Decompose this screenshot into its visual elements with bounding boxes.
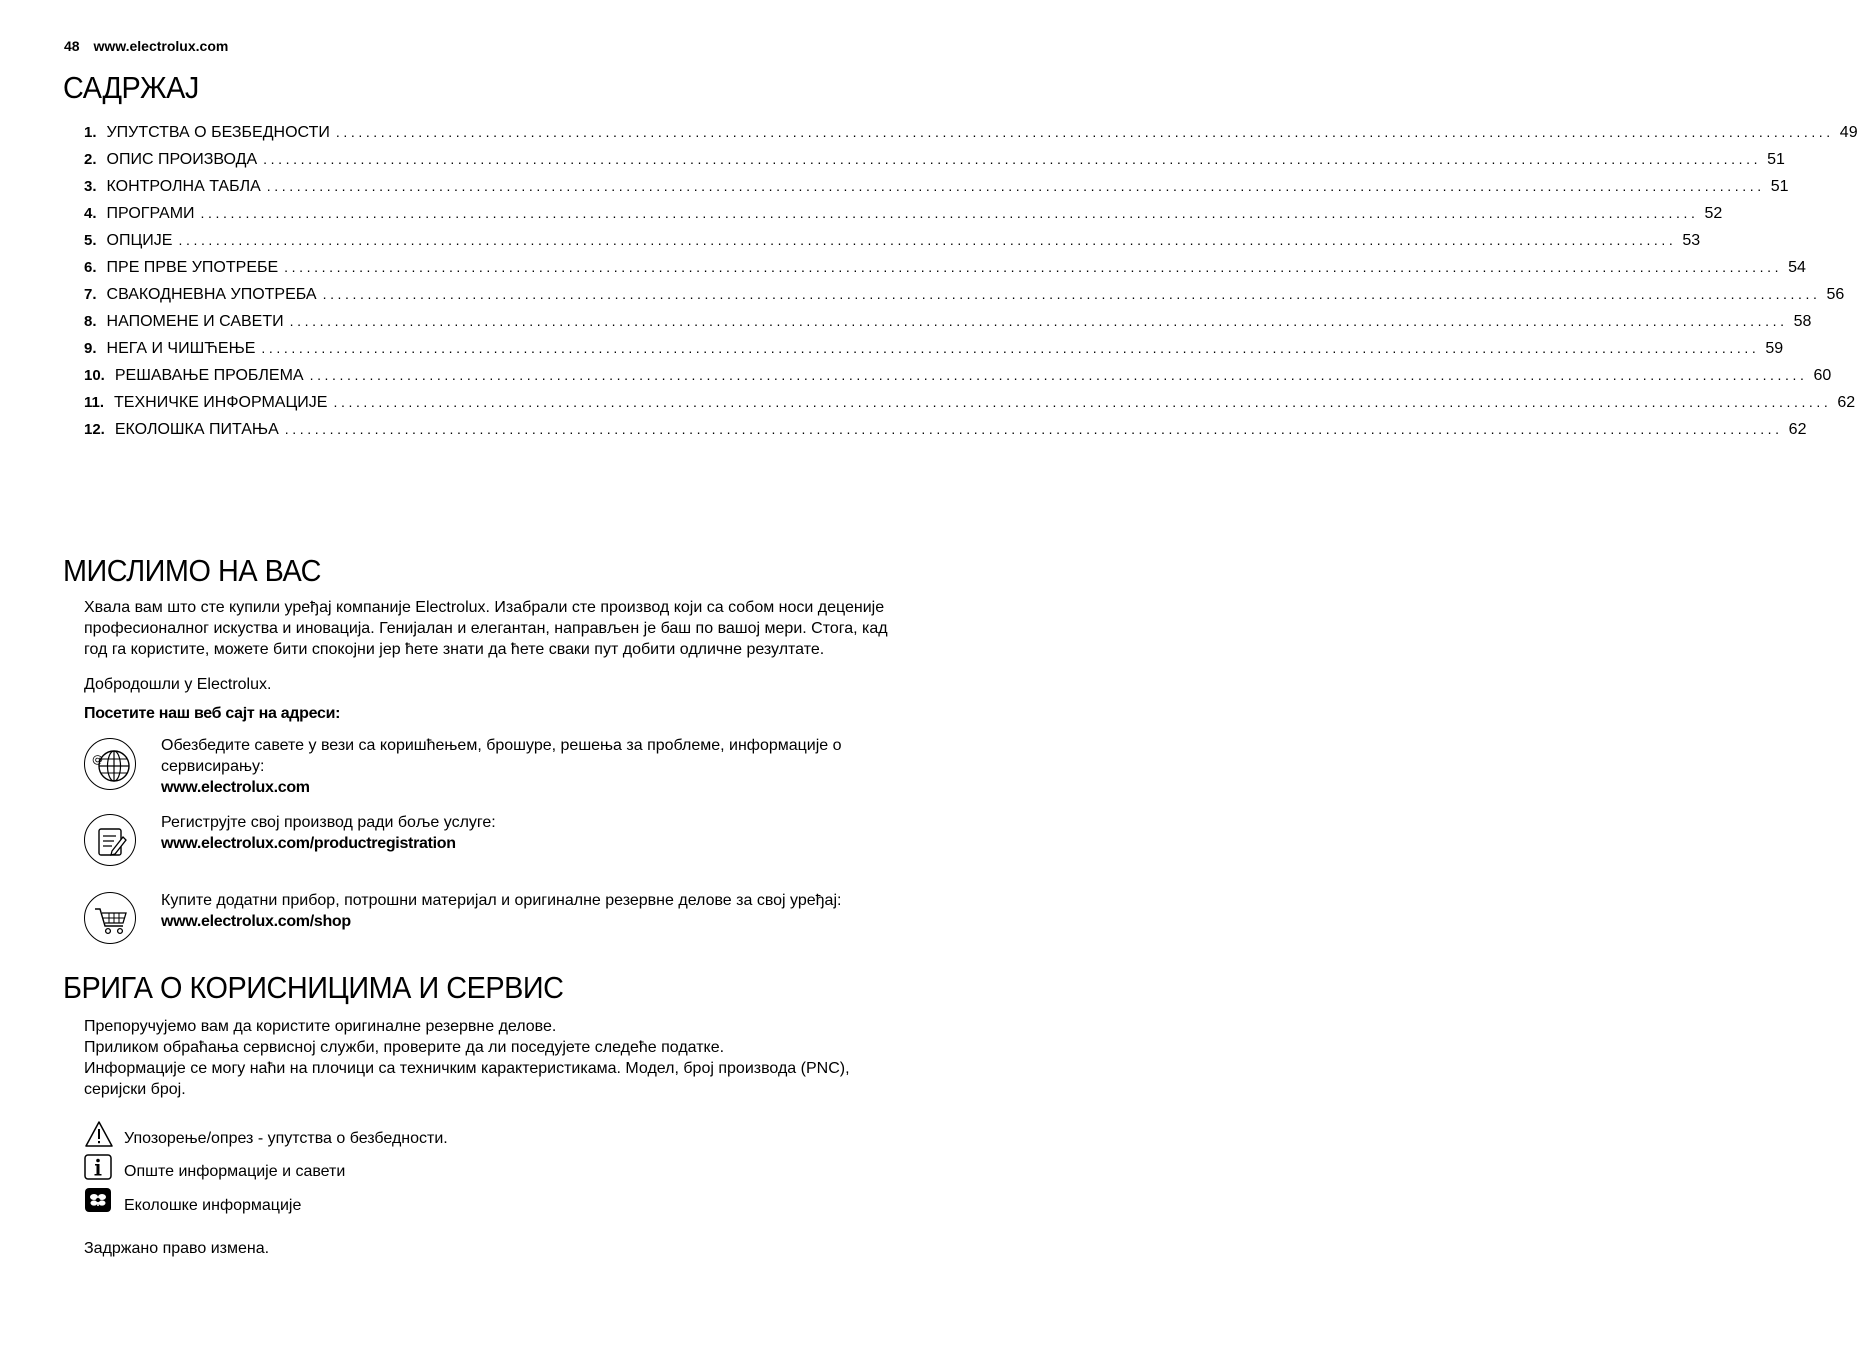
table-of-contents — [84, 124, 1858, 448]
care-line: Приликом обраћања сервисној служби, проверите да ли поседујете следеће податке. — [84, 1039, 725, 1056]
toc-item[interactable] — [84, 367, 1832, 394]
toc-item-title: НЕГА И ЧИШЋЕЊЕ — [106, 340, 256, 357]
eco-icon — [84, 1187, 112, 1213]
toc-item-page: 56 — [1826, 286, 1845, 303]
toc-item-title: РЕШАВАЊЕ ПРОБЛЕМА — [114, 367, 304, 384]
toc-item-number: 4. — [84, 205, 97, 222]
toc-dot-leader: ........................................................................................................................................................................................................ — [263, 151, 1762, 167]
toc-dot-leader: ........................................................................................................................................................................................................ — [178, 232, 1677, 248]
toc-item-page: 60 — [1813, 367, 1832, 384]
page-number: 48 — [64, 38, 80, 54]
toc-item-title: ЕКОЛОШКА ПИТАЊА — [114, 421, 279, 438]
legend-label: Еколошке информације — [124, 1197, 302, 1214]
toc-item[interactable] — [84, 421, 1807, 448]
toc-item[interactable] — [84, 394, 1856, 421]
toc-item-title: ОПЦИЈЕ — [106, 232, 173, 249]
toc-item-number: 3. — [84, 178, 97, 195]
toc-item-page: 62 — [1837, 394, 1856, 411]
toc-dot-leader: ........................................................................................................................................................................................................ — [322, 286, 1821, 302]
toc-item[interactable] — [84, 313, 1812, 340]
visit-item-text: Купите додатни прибор, потрошни материјал и оригиналне резервне делове за свој уређај: — [161, 892, 842, 909]
toc-item[interactable] — [84, 151, 1785, 178]
toc-item[interactable] — [84, 259, 1806, 286]
toc-item-number: 10. — [84, 367, 105, 384]
visit-item-link[interactable]: www.electrolux.com/shop — [161, 913, 351, 930]
toc-item-title: СВАКОДНЕВНА УПОТРЕБА — [106, 286, 317, 303]
toc-item-page: 49 — [1839, 124, 1858, 141]
toc-item-title: ПРЕ ПРВЕ УПОТРЕБЕ — [106, 259, 279, 276]
toc-dot-leader: ........................................................................................................................................................................................................ — [333, 394, 1832, 410]
visit-item-text: Обезбедите савете у вези са коришћењем, брошуре, решења за проблеме, информације о сервисирању: — [161, 737, 842, 775]
toc-dot-leader: ........................................................................................................................................................................................................ — [284, 421, 1783, 437]
registration-icon — [84, 814, 136, 866]
toc-dot-leader: ........................................................................................................................................................................................................ — [309, 367, 1808, 383]
toc-item[interactable] — [84, 286, 1845, 313]
toc-dot-leader: ........................................................................................................................................................................................................ — [289, 313, 1788, 329]
toc-item-page: 52 — [1704, 205, 1723, 222]
warning-icon — [84, 1120, 114, 1148]
toc-item-page: 51 — [1770, 178, 1789, 195]
visit-item-link[interactable]: www.electrolux.com/productregistration — [161, 835, 456, 852]
toc-item-page: 59 — [1765, 340, 1784, 357]
care-heading: БРИГА О КОРИСНИЦИМА И СЕРВИС — [63, 970, 564, 1005]
toc-item[interactable] — [84, 340, 1784, 367]
intro-paragraph: Хвала вам што сте купили уређај компаније Electrolux. Изабрали сте производ који са собом носи деценије професионалног искуства и иновација. Генијалан и елегантан, направљен је баш по вашој мери. Стога, кад год га користите, можете бити спокојни јер ћете знати да ћете сваки пут добити одличне резултате. — [84, 599, 888, 658]
toc-item-number: 1. — [84, 124, 97, 141]
svg-text:@: @ — [92, 753, 103, 766]
toc-item[interactable] — [84, 124, 1858, 151]
toc-item-title: НАПОМЕНЕ И САВЕТИ — [106, 313, 284, 330]
toc-item-number: 8. — [84, 313, 97, 330]
toc-item-number: 7. — [84, 286, 97, 303]
toc-item[interactable] — [84, 205, 1723, 232]
website-link[interactable]: www.electrolux.com — [93, 38, 229, 54]
toc-item-page: 51 — [1767, 151, 1785, 168]
toc-item-page: 54 — [1788, 259, 1806, 276]
toc-dot-leader: ........................................................................................................................................................................................................ — [200, 205, 1699, 221]
toc-dot-leader: ........................................................................................................................................................................................................ — [266, 178, 1765, 194]
toc-item-number: 11. — [84, 394, 105, 411]
footer-note: Задржано право измена. — [84, 1240, 270, 1257]
toc-item-title: УПУТСТВА О БЕЗБЕДНОСТИ — [106, 124, 330, 141]
toc-item-number: 6. — [84, 259, 97, 276]
welcome-text: Добродошли у Electrolux. — [84, 676, 272, 693]
toc-item-number: 9. — [84, 340, 97, 357]
toc-item-number: 2. — [84, 151, 97, 168]
toc-dot-leader: ........................................................................................................................................................................................................ — [335, 124, 1834, 140]
info-icon — [84, 1154, 112, 1180]
page-header — [64, 38, 228, 54]
toc-item[interactable] — [84, 178, 1789, 205]
toc-item-page: 62 — [1788, 421, 1807, 438]
toc-item[interactable] — [84, 232, 1701, 259]
toc-item-title: КОНТРОЛНА ТАБЛА — [106, 178, 261, 195]
toc-dot-leader: ........................................................................................................................................................................................................ — [261, 340, 1760, 356]
toc-item-number: 5. — [84, 232, 97, 249]
toc-item-number: 12. — [84, 421, 105, 438]
shopping-cart-icon — [84, 892, 136, 944]
toc-heading: САДРЖАЈ — [63, 70, 199, 105]
visit-item-text: Региструјте свој производ ради боље услуге: — [161, 814, 496, 831]
toc-item-page: 58 — [1793, 313, 1812, 330]
toc-item-page: 53 — [1682, 232, 1701, 249]
care-paragraph — [84, 1016, 900, 1100]
legend-label: Опште информације и савети — [124, 1163, 346, 1180]
toc-item-title: ОПИС ПРОИЗВОДА — [106, 151, 258, 168]
care-line: Информације се могу наћи на плочици са техничким карактеристикама. Модел, број производа (PNC), серијски број. — [84, 1060, 850, 1098]
care-line: Препоручујемо вам да користите оригиналне резервне делове. — [84, 1018, 557, 1035]
globe-icon — [84, 738, 136, 790]
toc-item-title: ПРОГРАМИ — [106, 205, 195, 222]
visit-label: Посетите наш веб сајт на адреси: — [84, 705, 341, 722]
thinking-heading: МИСЛИМО НА ВАС — [63, 553, 321, 588]
toc-dot-leader: ........................................................................................................................................................................................................ — [284, 259, 1783, 275]
toc-item-title: ТЕХНИЧКЕ ИНФОРМАЦИЈЕ — [114, 394, 328, 411]
legend-label: Упозорење/опрез - упутства о безбедности. — [124, 1130, 448, 1147]
visit-item-link[interactable]: www.electrolux.com — [161, 779, 310, 796]
